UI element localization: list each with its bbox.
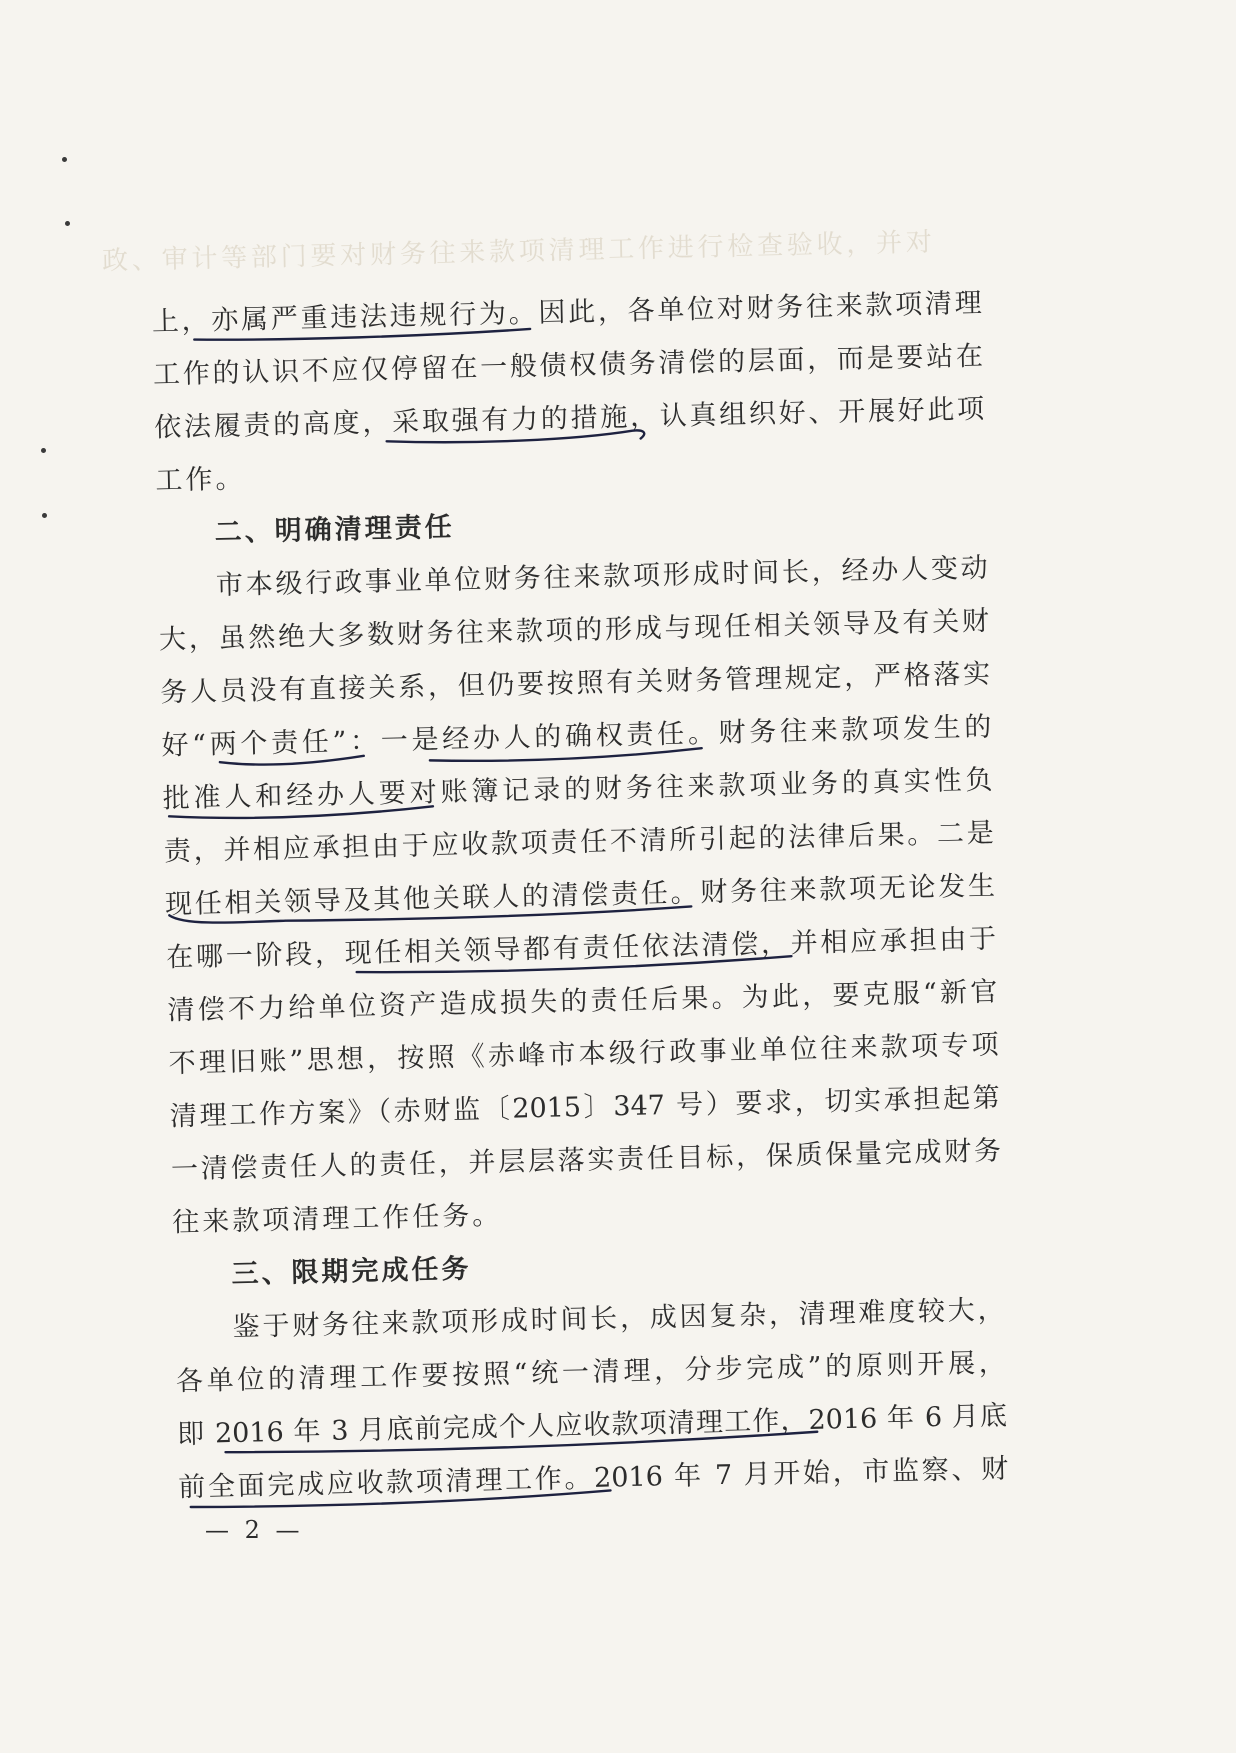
page-number: — 2 — [205, 1516, 304, 1544]
body-line: 务人员没有直接关系，但仍要按照有关财务管理规定，严格落实 [159, 658, 991, 709]
body-line: 前全面完成应收款项清理工作。2016 年 7 月开始，市监察、财 [177, 1453, 1009, 1504]
margin-speck [65, 221, 70, 226]
body-line: 清理工作方案》（赤财监〔2015〕347 号）要求，切实承担起第 [169, 1082, 1001, 1133]
body-line: 上，亦属严重违法违规行为。因此，各单位对财务往来款项清理 [151, 287, 983, 338]
section-heading: 三、限期完成任务 [231, 1253, 472, 1290]
body-line: 工作。 [155, 463, 246, 497]
body-line: 现任相关领导及其他关联人的清偿责任。财务往来款项无论发生 [164, 870, 996, 921]
body-line: 各单位的清理工作要按照“统一清理，分步完成”的原则开展， [175, 1347, 1007, 1398]
body-line: 在哪一阶段，现任相关领导都有责任依法清偿，并相应承担由于 [165, 923, 997, 974]
body-line: 责，并相应承担由于应收款项责任不清所引起的法律后果。二是 [163, 817, 995, 868]
body-line: 工作的认识不应仅停留在一般债权债务清偿的层面，而是要站在 [152, 340, 984, 391]
body-line: 往来款项清理工作任务。 [171, 1199, 503, 1239]
margin-speck [41, 448, 46, 453]
margin-speck [42, 513, 47, 518]
body-line: 好“两个责任”：一是经办人的确权责任。财务往来款项发生的 [161, 711, 992, 762]
body-line: 一清偿责任人的责任，并层层落实责任目标，保质保量完成财务 [170, 1135, 1002, 1186]
body-line: 清偿不力给单位资产造成损失的责任后果。为此，要克服“新官 [167, 976, 998, 1027]
body-line: 大，虽然绝大多数财务往来款项的形成与现任相关领导及有关财 [158, 605, 990, 656]
body-line: 不理旧账”思想，按照《赤峰市本级行政事业单位往来款项专项 [168, 1029, 999, 1080]
section-heading: 二、明确清理责任 [214, 511, 455, 548]
document-body [151, 277, 1008, 1515]
bleed-through-text: 政、审计等部门要对财务往来款项清理工作进行检查验收，并对 [101, 227, 933, 277]
body-line: 鉴于财务往来款项形成时间长，成因复杂，清理难度较大， [232, 1294, 1005, 1343]
body-line: 即 2016 年 3 月底前完成个人应收款项清理工作，2016 年 6 月底 [176, 1400, 1008, 1451]
body-line: 市本级行政事业单位财务往来款项形成时间长，经办人变动 [215, 552, 989, 602]
body-line: 批准人和经办人要对账簿记录的财务往来款项业务的真实性负 [162, 764, 993, 815]
margin-speck [62, 157, 67, 162]
body-line: 依法履责的高度，采取强有力的措施，认真组织好、开展好此项 [153, 393, 985, 444]
